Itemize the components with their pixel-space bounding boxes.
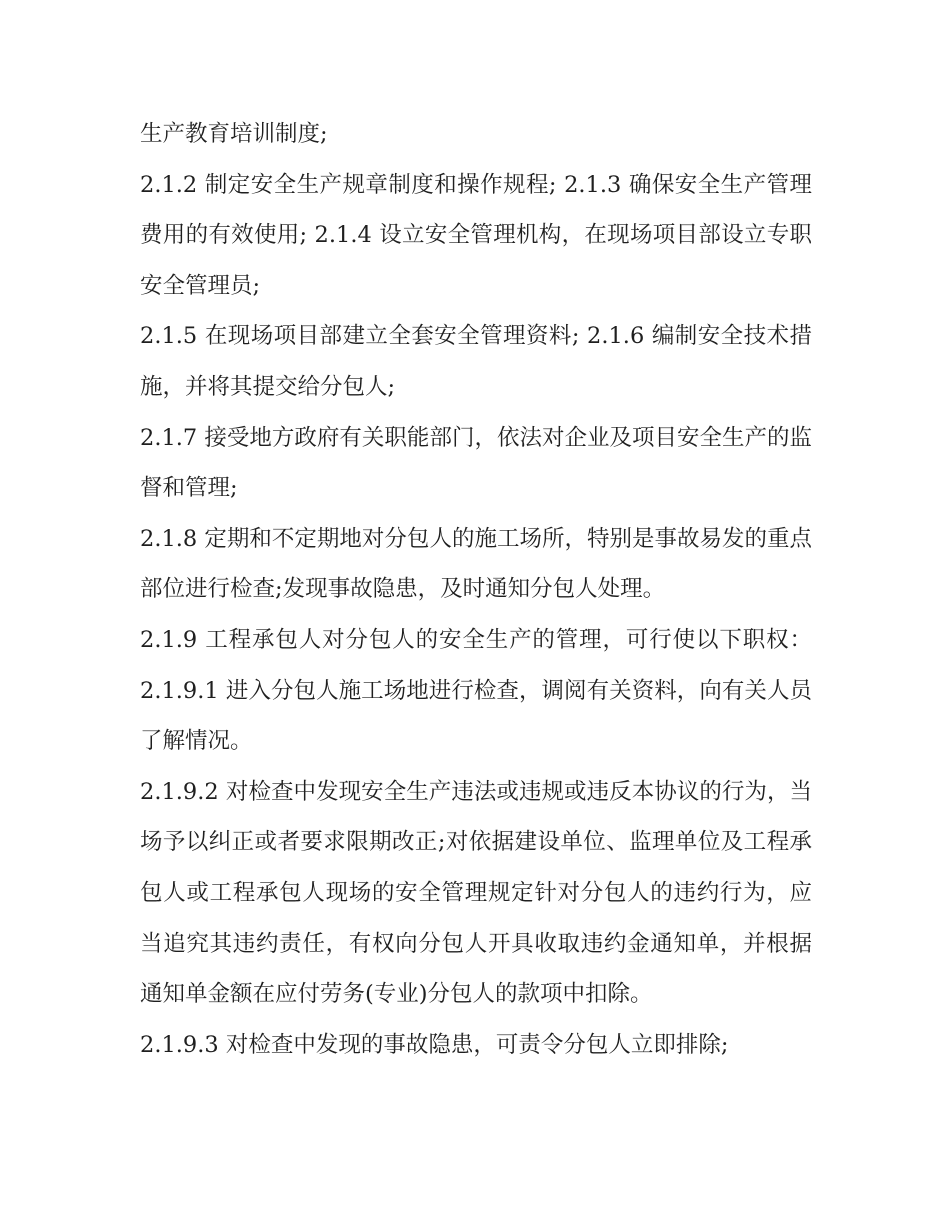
paragraph-8: 2.1.9.3 对检查中发现的事故隐患，可责令分包人立即排除; bbox=[140, 1031, 729, 1058]
paragraph-4: 2.1.7 接受地方政府有关职能部门，依法对企业及项目安全生产的监督和管理; bbox=[140, 424, 812, 502]
paragraph-3: 2.1.5 在现场项目部建立全套安全管理资料; 2.1.6 编制安全技术措施，并将其提交给分包人; bbox=[140, 323, 812, 400]
document-body bbox=[140, 109, 812, 1070]
paragraph-7: 2.1.9.2 对检查中发现安全生产违法或违规或违反本协议的行为，当场予以纠正或者要求限期改正;对依据建设单位、监理单位及工程承包人或工程承包人现场的安全管理规定针对分包人的违约行为，应当追究其违约责任，有权向分包人开具收取违约金通知单，并根据通知单金额在应付劳务(专业)分包人的款项中扣除。 bbox=[140, 778, 812, 1008]
paragraph-6: 2.1.9 工程承包人对分包人的安全生产的管理，可行使以下职权： 2.1.9.1 进入分包人施工场地进行检查，调阅有关资料，向有关人员了解情况。 bbox=[140, 626, 812, 755]
paragraph-5: 2.1.8 定期和不定期地对分包人的施工场所，特别是事故易发的重点部位进行检查;发现事故隐患，及时通知分包人处理。 bbox=[140, 525, 812, 603]
paragraph-2: 2.1.2 制定安全生产规章制度和操作规程; 2.1.3 确保安全生产管理费用的有效使用; 2.1.4 设立安全管理机构，在现场项目部设立专职安全管理员; bbox=[140, 171, 812, 299]
paragraph-1: 生产教育培训制度; bbox=[140, 121, 328, 147]
